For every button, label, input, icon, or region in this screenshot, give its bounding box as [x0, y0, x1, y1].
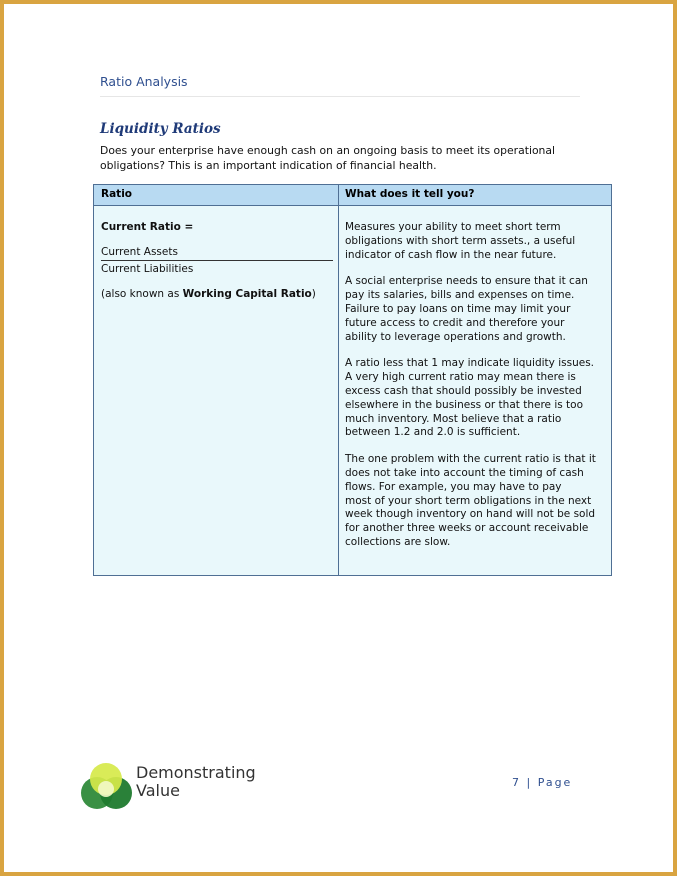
- demonstrating-value-logo: [78, 759, 258, 814]
- text-line: week though inventory on hand will not be sold: [345, 508, 596, 521]
- ratio-table: [93, 184, 612, 576]
- alias-name: Working Capital Ratio: [182, 288, 312, 300]
- logo-line-2: Value: [136, 781, 180, 800]
- text-line: most of your short term obligations in the next: [345, 494, 592, 507]
- text-line: excess cash that should possibly be invested: [345, 384, 582, 397]
- intro-line: Does your enterprise have enough cash on an ongoing basis to meet its operational: [100, 144, 556, 157]
- explanation-paragraph-4: [345, 453, 607, 550]
- ratio-alias: [101, 288, 333, 300]
- text-line: A ratio less that 1 may indicate liquidity issues.: [345, 357, 594, 370]
- text-line: future access to credit and therefore your: [345, 316, 565, 329]
- alias-prefix: (also known as: [101, 288, 183, 300]
- text-line: The one problem with the current ratio is that it: [345, 453, 596, 466]
- text-line: Failure to pay loans on time may limit your: [345, 302, 571, 315]
- text-line: Measures your ability to meet short term: [345, 221, 561, 233]
- running-header: Ratio Analysis: [100, 74, 580, 97]
- text-line: much inventory. Most believe that a ratio: [345, 412, 562, 425]
- text-line: pay its salaries, bills and expenses on time.: [345, 289, 575, 302]
- ratio-numerator: Current Assets: [101, 246, 333, 261]
- page-number: 7 | Page: [512, 776, 573, 789]
- text-line: does not take into account the timing of cash: [345, 466, 584, 479]
- text-line: flows. For example, you may have to pay: [345, 480, 562, 493]
- text-line: elsewhere in the business or that there is too: [345, 398, 584, 411]
- text-line: between 1.2 and 2.0 is sufficient.: [345, 426, 521, 439]
- explanation-paragraph-2: [345, 275, 607, 344]
- logo-text: [136, 764, 256, 800]
- ratio-formula-cell: [101, 221, 333, 300]
- ratio-denominator: Current Liabilities: [101, 263, 194, 275]
- explanation-paragraph-3: [345, 357, 607, 440]
- ratio-name: Current Ratio =: [101, 221, 194, 233]
- column-divider: [338, 185, 339, 575]
- table-header-meaning: What does it tell you?: [345, 188, 475, 200]
- text-line: for another three weeks or account receivable: [345, 522, 589, 535]
- intro-line: obligations? This is an important indication of financial health.: [100, 159, 437, 172]
- text-line: indicator of cash flow in the near future.: [345, 248, 557, 261]
- table-header-ratio: Ratio: [101, 188, 133, 200]
- text-line: collections are slow.: [345, 535, 451, 548]
- intro-paragraph: [100, 143, 580, 173]
- alias-suffix: ): [311, 288, 316, 300]
- ratio-explanation-cell: [345, 221, 607, 563]
- logo-line-1: Demonstrating: [136, 763, 256, 782]
- text-line: A social enterprise needs to ensure that it can: [345, 275, 588, 288]
- text-line: obligations with short term assets., a useful: [345, 234, 576, 247]
- logo-circles-icon: [78, 759, 136, 814]
- section-title: Liquidity Ratios: [100, 121, 221, 137]
- table-header-row: [94, 185, 611, 206]
- explanation-paragraph-1: [345, 221, 607, 262]
- text-line: ability to leverage operations and growth.: [345, 330, 566, 343]
- text-line: A very high current ratio may mean there is: [345, 371, 576, 384]
